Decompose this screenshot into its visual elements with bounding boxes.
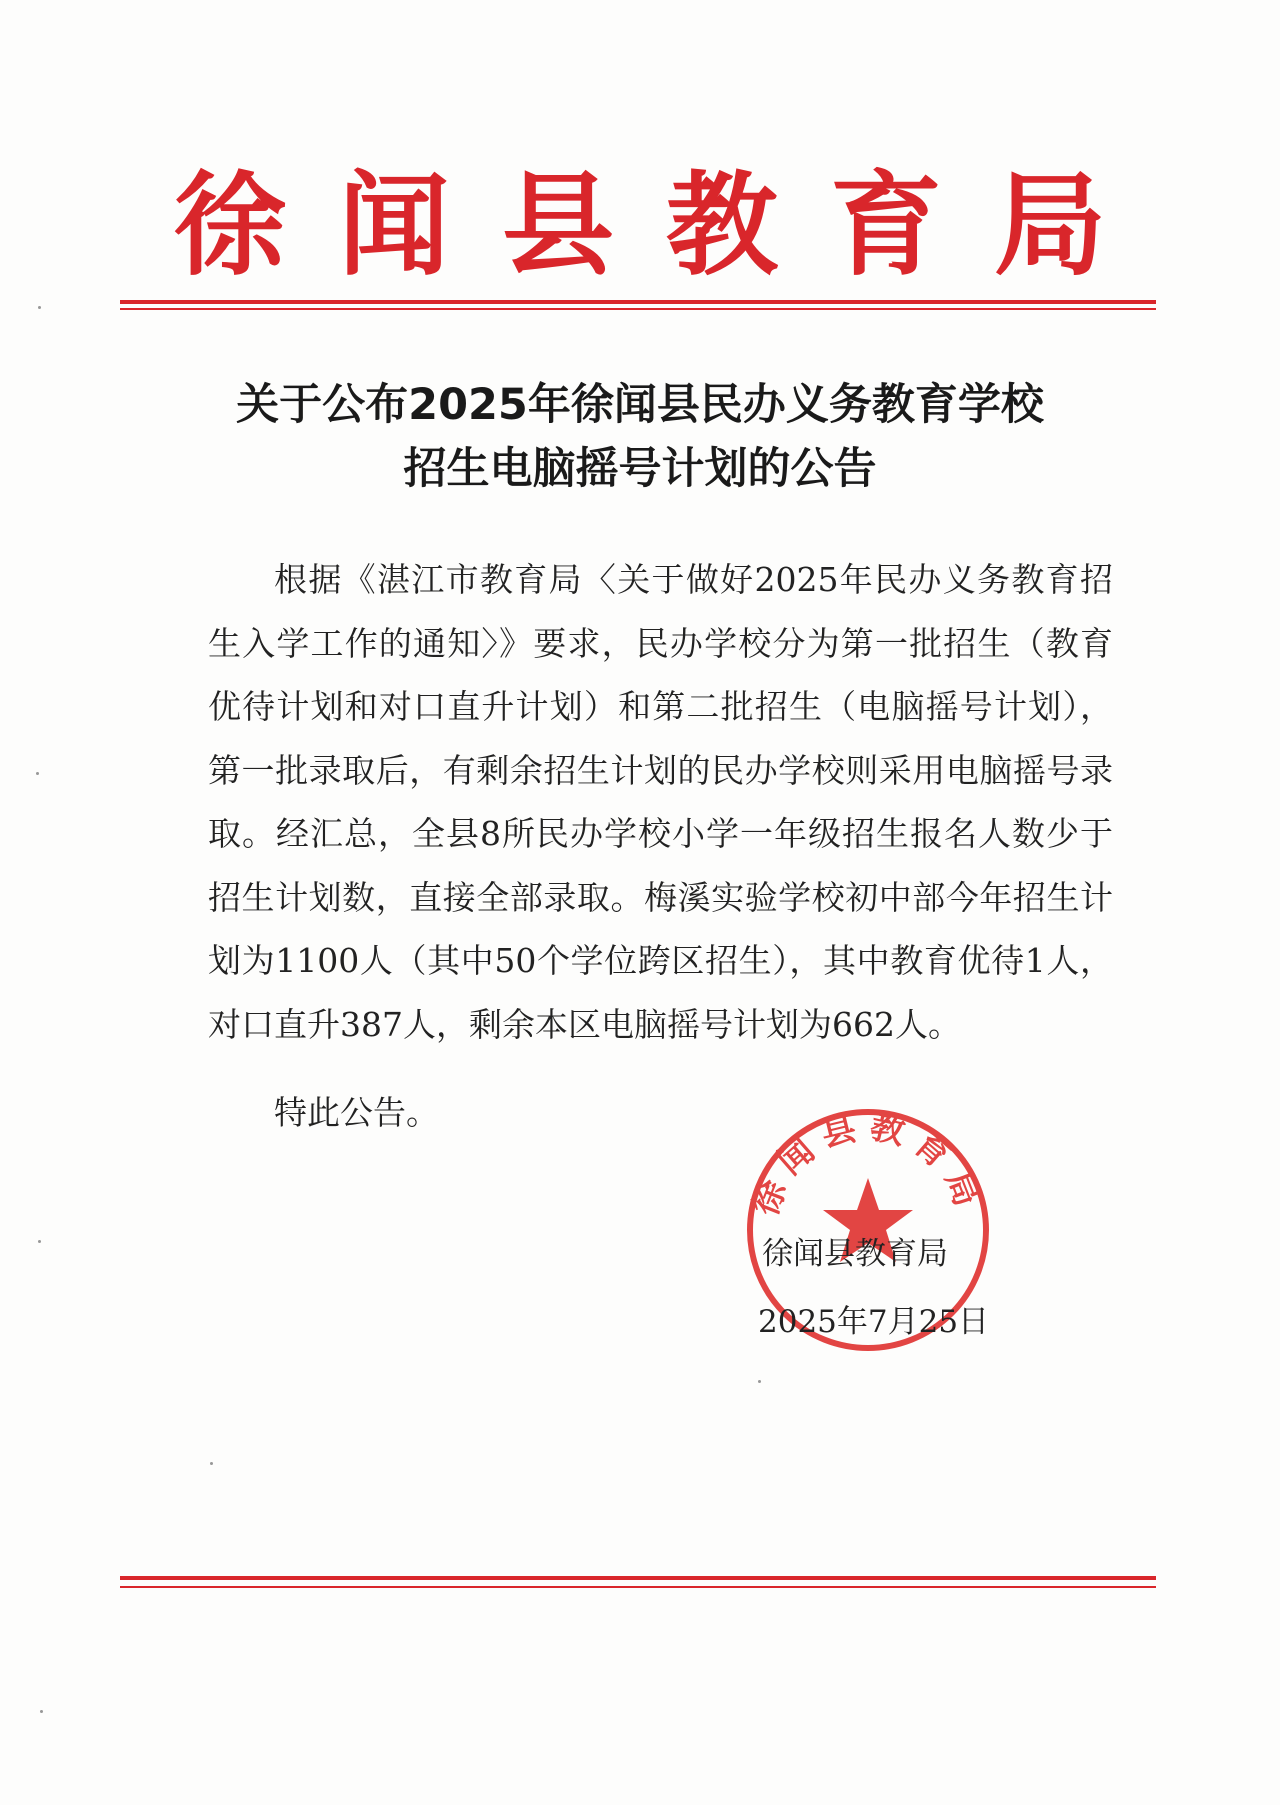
header-rule-thick	[120, 300, 1156, 304]
scan-speck	[36, 772, 39, 775]
signature-org: 徐闻县教育局	[762, 1236, 948, 1272]
scan-speck	[210, 1462, 213, 1465]
scan-speck	[38, 1240, 41, 1243]
notice-body-paragraph: 根据《湛江市教育局〈关于做好2025年民办义务教育招生入学工作的通知〉》要求，民办学校分为第一批招生（教育优待计划和对口直升计划）和第二批招生（电脑摇号计划），第一批录取后，有剩余招生计划的民办学校则采用电脑摇号录取。经汇总，全县8所民办学校小学一年级招生报名人数少于招生计划数，直接全部录取。梅溪实验学校初中部今年招生计划为1100人（其中50个学位跨区招生），其中教育优待1人，对口直升387人，剩余本区电脑摇号计划为662人。	[208, 560, 1113, 1044]
notice-closing: 特此公告。	[274, 1093, 439, 1132]
notice-title-line2: 招生电脑摇号计划的公告	[403, 444, 877, 494]
footer-rule-thick	[120, 1576, 1156, 1580]
footer-rule-thin	[120, 1586, 1156, 1588]
seal-text: 徐闻县教育局	[745, 1106, 991, 1222]
masthead-org-name: 徐闻县教育局	[174, 160, 1158, 291]
scan-speck	[38, 306, 41, 309]
notice-title-line1: 关于公布2025年徐闻县民办义务教育学校	[236, 380, 1044, 430]
header-rule-thin	[120, 308, 1156, 310]
scan-speck	[40, 1710, 43, 1713]
signature-date: 2025年7月25日	[758, 1304, 990, 1340]
scan-speck	[758, 1380, 761, 1383]
